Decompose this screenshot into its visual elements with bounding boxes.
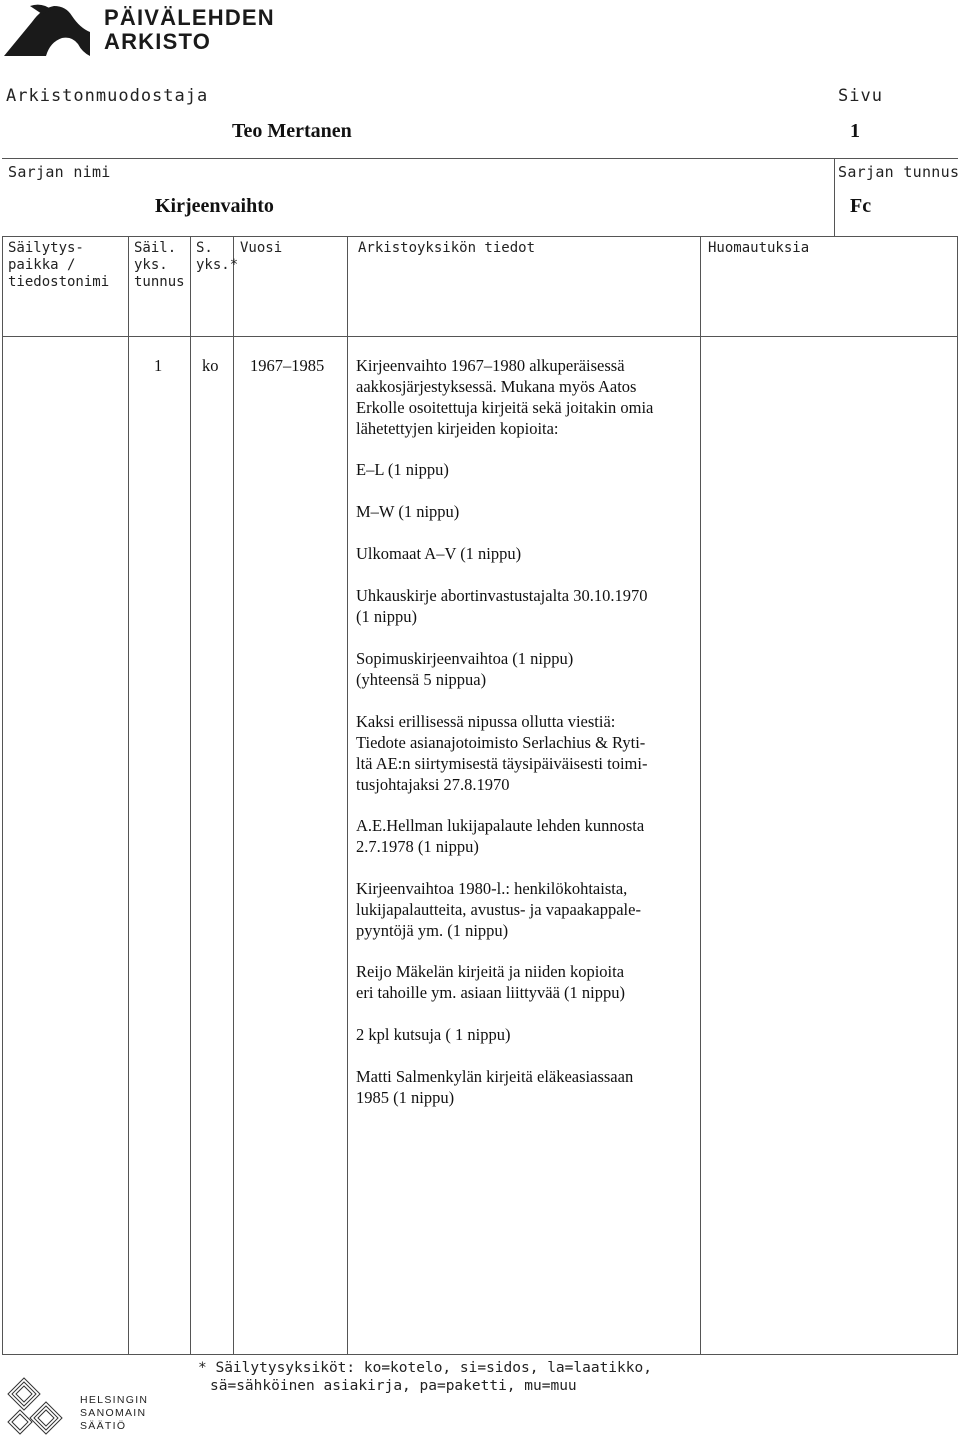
column-header-unit-type: S. yks.*	[196, 240, 239, 273]
archive-entry: Ulkomaat A–V (1 nippu)	[356, 544, 522, 563]
archive-entry: Matti Salmenkylän kirjeitä eläkeasiassaan 1985 (1 nippu)	[356, 1067, 634, 1107]
col-divider-1	[128, 236, 129, 1354]
footnote-line1: * Säilytysyksiköt: ko=kotelo, si=sidos, la=laatikko,	[198, 1360, 652, 1376]
page-label: Sivu	[838, 86, 883, 106]
logo-line1: PÄIVÄLEHDEN	[104, 5, 275, 30]
creator-label: Arkistonmuodostaja	[6, 86, 209, 106]
series-id-label: Sarjan tunnus	[838, 163, 960, 181]
archive-entry: E–L (1 nippu)	[356, 460, 449, 479]
row-unit-type: ko	[202, 356, 219, 375]
col-divider-5	[700, 236, 701, 1354]
foundation-line3: SÄÄTIÖ	[80, 1420, 127, 1432]
archive-entry: Kaksi erillisessä nipussa ollutta viestiä: Tiedote asianajotoimisto Serlachius & Ryti- ltä AE:n siirtymisestä täysipäiväisesti toimi- tusjohtajaksi 27.8.1970	[356, 712, 648, 794]
paivalehden-arkisto-logo-icon	[2, 2, 90, 56]
series-name-value: Kirjeenvaihto	[155, 195, 274, 217]
series-divider	[834, 158, 835, 236]
foundation-logo	[4, 1374, 154, 1444]
archive-entry: Kirjeenvaihto 1967–1980 alkuperäisessä aakkosjärjestyksessä. Mukana myös Aatos Erkolle osoitettuja kirjeitä sekä joitakin omia lähetettyjen kirjeiden kopioita:	[356, 356, 654, 438]
table-top-border	[2, 236, 958, 237]
row-unit-id: 1	[154, 356, 163, 375]
footnote-line2: sä=sähköinen asiakirja, pa=paketti, mu=muu	[210, 1378, 577, 1394]
series-id-value: Fc	[850, 195, 872, 217]
column-header-location: Säilytys- paikka / tiedostonimi	[8, 240, 110, 290]
table-right-border	[957, 236, 958, 1354]
row-year: 1967–1985	[250, 356, 325, 375]
archive-entry: Uhkauskirje abortinvastustajalta 30.10.1970 (1 nippu)	[356, 586, 648, 626]
column-header-year: Vuosi	[240, 240, 283, 256]
creator-value: Teo Mertanen	[232, 120, 352, 142]
column-header-unit-id: Säil. yks. tunnus	[134, 240, 185, 290]
archive-entry: Kirjeenvaihtoa 1980-l.: henkilökohtaista, lukijapalautteita, avustus- ja vapaakappale- pyyntöjä ym. (1 nippu)	[356, 879, 641, 940]
col-divider-4	[347, 236, 348, 1354]
col-divider-2	[190, 236, 191, 1354]
column-header-info: Arkistoyksikön tiedot	[358, 240, 536, 256]
col-divider-3	[233, 236, 234, 1354]
table-bottom-border	[2, 1354, 958, 1355]
archive-logo	[0, 0, 275, 60]
series-name-label: Sarjan nimi	[8, 163, 111, 181]
helsingin-sanomain-saatio-logo-icon	[4, 1374, 68, 1442]
archive-entry: Sopimuskirjeenvaihtoa (1 nippu) (yhteensä 5 nippua)	[356, 649, 574, 689]
column-header-remarks: Huomautuksia	[708, 240, 810, 256]
foundation-line1: HELSINGIN	[80, 1394, 149, 1406]
archive-entry: A.E.Hellman lukijapalaute lehden kunnosta 2.7.1978 (1 nippu)	[356, 816, 645, 856]
table-left-border	[2, 236, 3, 1354]
foundation-line2: SANOMAIN	[80, 1407, 147, 1419]
archive-entry: Reijo Mäkelän kirjeitä ja niiden kopioita eri tahoille ym. asiaan liittyvää (1 nippu)	[356, 962, 625, 1002]
page-value: 1	[850, 120, 860, 142]
table-header-bottom-border	[2, 336, 958, 337]
archive-entry: M–W (1 nippu)	[356, 502, 460, 521]
logo-line2: ARKISTO	[104, 29, 212, 54]
series-top-border	[2, 158, 958, 159]
archive-entry: 2 kpl kutsuja ( 1 nippu)	[356, 1025, 511, 1044]
